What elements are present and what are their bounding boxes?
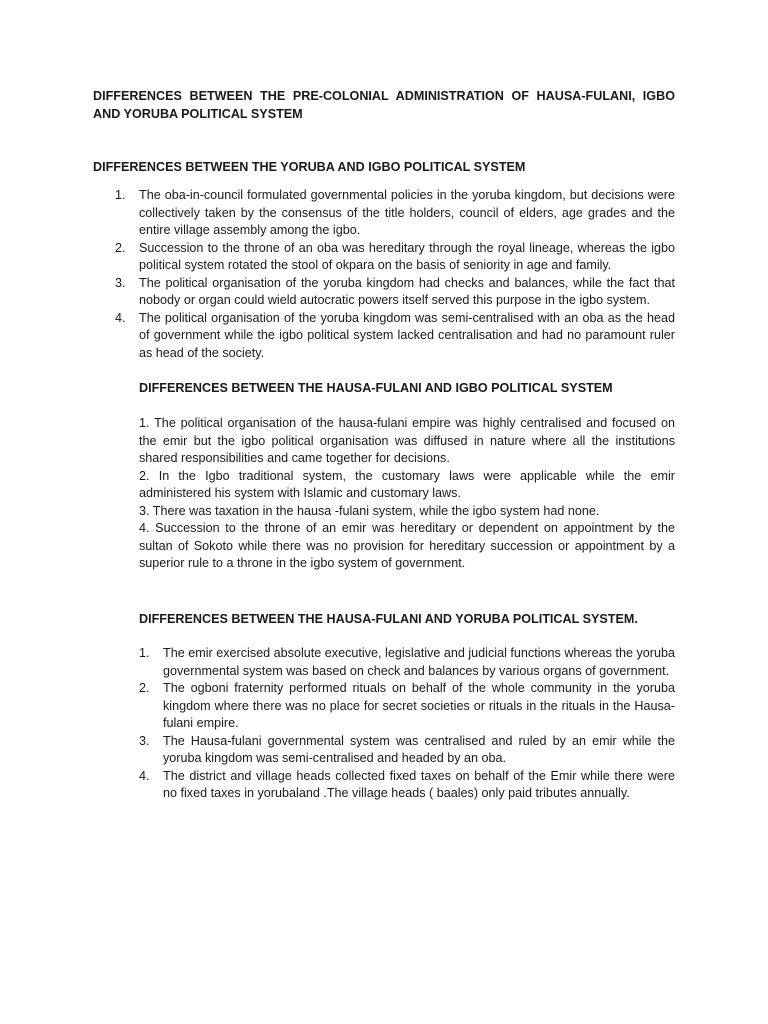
document-title: DIFFERENCES BETWEEN THE PRE-COLONIAL ADMINISTRATION OF HAUSA-FULANI, IGBO AND YORUBA POLITICAL SYSTEM: [93, 89, 675, 121]
list-item: 2. In the Igbo traditional system, the customary laws were applicable while the emir administered his system with Islamic and customary laws.: [139, 468, 675, 500]
list-item-number: 4.: [115, 310, 126, 325]
list-item: 1. The political organisation of the hausa-fulani empire was highly centralised and focused on the emir but the igbo political organisation was diffused in nature where all the institutions shared responsibilities and came together for decisions.: [139, 416, 675, 465]
list-item: [139, 768, 675, 803]
list-item: 3. There was taxation in the hausa -fulani system, while the igbo system had none.: [139, 503, 600, 518]
list-item: [115, 240, 675, 275]
list-item: [139, 645, 675, 680]
list-item-text: The Hausa-fulani governmental system was centralised and ruled by an emir while the yoruba kingdom was semi-centralised and headed by an oba.: [163, 733, 675, 765]
list-item: [115, 187, 675, 240]
list-item-text: The political organisation of the yoruba kingdom was semi-centralised with an oba as the head of government while the igbo political system lacked centralisation and had no paramount ruler as head of the society.: [139, 310, 675, 360]
list-item-text: The emir exercised absolute executive, legislative and judicial functions whereas the yoruba governmental system was based on check and balances by various organs of government.: [163, 646, 675, 678]
list-item-number: 3.: [139, 733, 150, 748]
list-item-number: 1.: [115, 188, 126, 202]
list-item-number: 2.: [115, 240, 126, 255]
list-item-text: The political organisation of the yoruba kingdom had checks and balances, while the fact that nobody or organ could wield autocratic powers itself served this purpose in the igbo system.: [139, 275, 675, 307]
hausa-yoruba-list: [139, 645, 675, 803]
section-heading-hausa-igbo: DIFFERENCES BETWEEN THE HAUSA-FULANI AND IGBO POLITICAL SYSTEM: [139, 381, 613, 395]
list-item: 4. Succession to the throne of an emir was hereditary or dependent on appointment by the sultan of Sokoto while there was no provision for hereditary succession or appointment by a superior rule to a throne in the igbo system of government.: [139, 521, 675, 570]
list-item-number: 4.: [139, 768, 150, 783]
list-item-number: 2.: [139, 681, 150, 695]
list-item-text: The ogboni fraternity performed rituals on behalf of the whole community in the yoruba kingdom where there was no place for secret societies or rituals in the rituals in the Hausa-fulani empire.: [163, 681, 675, 730]
list-item: [139, 733, 675, 768]
list-item: [115, 310, 675, 363]
list-item-text: The district and village heads collected fixed taxes on behalf of the Emir while there were no fixed taxes in yorubaland .The village heads ( baales) only paid tributes annually.: [163, 768, 675, 800]
list-item: [139, 680, 675, 733]
list-item: [115, 275, 675, 310]
section-heading-hausa-yoruba: DIFFERENCES BETWEEN THE HAUSA-FULANI AND YORUBA POLITICAL SYSTEM.: [139, 612, 638, 626]
section-heading-yoruba-igbo: DIFFERENCES BETWEEN THE YORUBA AND IGBO POLITICAL SYSTEM: [93, 160, 526, 174]
yoruba-igbo-list: [115, 187, 675, 362]
list-item-text: Succession to the throne of an oba was hereditary through the royal lineage, whereas the igbo political system rotated the stool of okpara on the basis of seniority in age and family.: [139, 240, 675, 272]
list-item-number: 1.: [139, 646, 150, 660]
list-item-text: The oba-in-council formulated governmental policies in the yoruba kingdom, but decisions were collectively taken by the consensus of the title holders, council of elders, age grades and the entire village assembly among the igbo.: [139, 188, 675, 237]
list-item-number: 3.: [115, 275, 126, 290]
hausa-igbo-list: [139, 415, 675, 573]
